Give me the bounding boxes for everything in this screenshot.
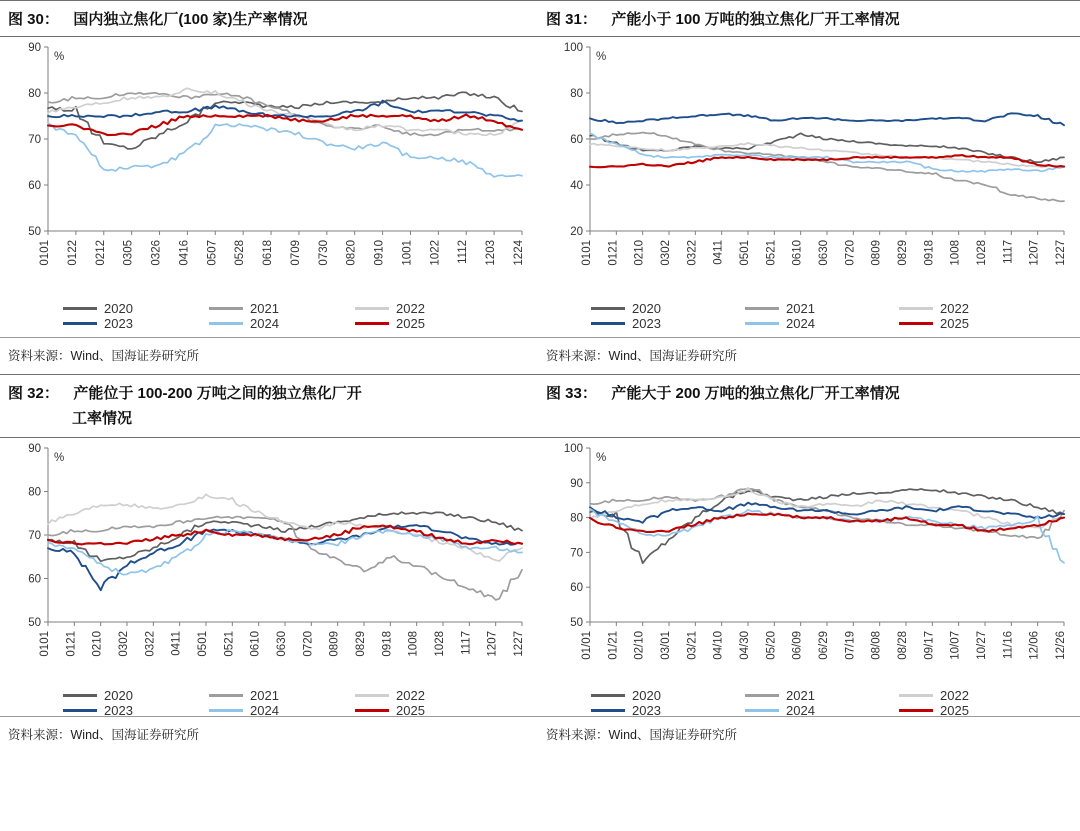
legend-swatch [591,709,625,712]
legend-item [355,688,475,703]
svg-text:0210: 0210 [91,631,104,657]
legend-swatch [745,694,779,697]
svg-text:80: 80 [28,88,41,100]
svg-text:0302: 0302 [660,240,672,266]
legend-item [899,301,1027,316]
chart-30 [0,37,538,337]
legend-item [591,703,719,718]
svg-text:0610: 0610 [249,631,262,657]
legend-label: 2023 [104,703,133,718]
svg-text:100: 100 [563,42,583,54]
svg-text:1008: 1008 [949,240,962,266]
svg-text:1227: 1227 [1055,240,1067,266]
svg-text:1117: 1117 [460,631,473,655]
figure-number: 图 33： [546,385,597,402]
legend-swatch [63,322,97,325]
chart-svg-32 [0,438,538,686]
chart-31 [538,37,1080,337]
legend-item [899,316,1027,331]
legend-swatch [355,307,389,310]
legend-swatch [745,322,779,325]
svg-text:90: 90 [28,443,41,455]
svg-text:0507: 0507 [206,240,219,266]
legend-swatch [209,709,243,712]
svg-text:90: 90 [28,42,41,54]
legend-label: 2025 [940,703,969,718]
svg-text:04/30: 04/30 [739,631,751,660]
svg-text:0720: 0720 [844,240,857,266]
svg-text:1022: 1022 [429,240,442,266]
figure-title: 产能大于 200 万吨的独立焦化厂开工率情况 [611,385,900,402]
svg-text:60: 60 [570,134,583,146]
svg-text:%: % [596,51,607,63]
svg-text:1028: 1028 [976,240,988,266]
figure-source-30: 资料来源：Wind、国海证券研究所 [0,337,538,374]
svg-text:0521: 0521 [765,240,778,266]
svg-text:40: 40 [570,180,583,192]
chart-32 [0,438,538,716]
legend-swatch [209,322,243,325]
legend-label: 2020 [632,301,661,316]
svg-text:0709: 0709 [289,240,302,266]
legend-label: 2021 [250,301,279,316]
svg-text:0610: 0610 [791,240,804,266]
legend-swatch [63,307,97,310]
svg-text:1117: 1117 [1002,240,1015,264]
svg-text:0101: 0101 [39,240,51,266]
svg-text:50: 50 [28,226,41,238]
svg-text:20: 20 [570,226,583,238]
legend-item [355,316,475,331]
svg-text:0910: 0910 [373,240,386,266]
legend-swatch [899,694,933,697]
legend-item [209,688,329,703]
svg-text:%: % [54,452,65,464]
legend-item [591,316,719,331]
figure-title: 产能小于 100 万吨的独立焦化厂开工率情况 [611,11,900,28]
figure-source-32: 资料来源：Wind、国海证券研究所 [0,716,538,753]
figure-title-bar-31 [538,0,1080,37]
legend-swatch [899,709,933,712]
legend-label: 2022 [396,301,425,316]
svg-text:11/16: 11/16 [1002,631,1015,659]
svg-text:0820: 0820 [345,240,358,266]
legend-item [591,688,719,703]
legend-label: 2020 [632,688,661,703]
svg-text:0528: 0528 [234,240,247,266]
svg-text:0101: 0101 [39,631,51,657]
figure-number: 图 32： [8,385,59,402]
legend-swatch [745,709,779,712]
legend-swatch [899,307,933,310]
legend-label: 2024 [786,703,815,718]
chart-legend-33 [538,686,1080,724]
svg-text:1207: 1207 [1028,240,1041,266]
legend-item [745,688,873,703]
svg-text:50: 50 [570,617,583,629]
svg-text:1224: 1224 [513,240,525,266]
legend-label: 2025 [940,316,969,331]
figure-panel-31 [538,0,1080,374]
legend-label: 2024 [250,316,279,331]
svg-text:04/10: 04/10 [712,631,725,660]
chart-legend-32 [0,686,538,724]
svg-text:1203: 1203 [485,240,498,266]
legend-item [355,301,475,316]
svg-text:01/21: 01/21 [607,631,620,660]
svg-text:0416: 0416 [178,240,191,266]
svg-text:1112: 1112 [457,240,470,264]
svg-text:100: 100 [563,443,583,455]
legend-swatch [745,307,779,310]
svg-text:12/06: 12/06 [1028,631,1041,660]
svg-text:0918: 0918 [381,631,394,657]
legend-label: 2021 [786,688,815,703]
figure-panel-32 [0,374,538,753]
legend-swatch [591,307,625,310]
legend-item [899,688,1027,703]
chart-legend-31 [538,299,1080,337]
svg-text:0122: 0122 [66,240,79,266]
figure-number: 图 31： [546,11,597,28]
legend-label: 2022 [940,688,969,703]
svg-text:08/28: 08/28 [897,631,909,660]
legend-swatch [209,307,243,310]
legend-item [63,301,183,316]
svg-text:70: 70 [28,134,41,146]
chart-33 [538,438,1080,716]
chart-svg-30 [0,37,538,299]
legend-label: 2022 [396,688,425,703]
legend-label: 2020 [104,301,133,316]
figure-panel-30 [0,0,538,374]
svg-text:50: 50 [28,617,41,629]
svg-text:0730: 0730 [317,240,330,266]
svg-text:10/07: 10/07 [949,631,962,660]
svg-text:0630: 0630 [818,240,830,266]
svg-text:0121: 0121 [65,631,78,657]
legend-swatch [899,322,933,325]
svg-text:08/08: 08/08 [870,631,883,660]
svg-text:0829: 0829 [355,631,367,657]
svg-text:80: 80 [570,88,583,100]
svg-text:0501: 0501 [739,240,751,266]
svg-text:1028: 1028 [434,631,446,657]
legend-item [63,316,183,331]
legend-swatch [355,322,389,325]
legend-swatch [591,322,625,325]
legend-label: 2024 [250,703,279,718]
legend-label: 2021 [250,688,279,703]
legend-swatch [591,694,625,697]
svg-text:06/29: 06/29 [818,631,830,660]
svg-text:12/26: 12/26 [1055,631,1067,660]
svg-text:07/19: 07/19 [844,631,857,660]
svg-text:0618: 0618 [262,240,275,266]
chart-legend-30 [0,299,538,337]
svg-text:60: 60 [28,180,41,192]
svg-text:1227: 1227 [513,631,525,657]
legend-swatch [355,709,389,712]
figure-source-33: 资料来源：Wind、国海证券研究所 [538,716,1080,753]
legend-swatch [63,709,97,712]
legend-swatch [209,694,243,697]
svg-text:01/01: 01/01 [581,631,593,660]
svg-text:09/17: 09/17 [923,631,936,660]
svg-text:0322: 0322 [686,240,699,266]
svg-text:0411: 0411 [712,240,725,265]
svg-text:10/27: 10/27 [976,631,988,660]
figure-title: 国内独立焦化厂(100 家)生产率情况 [73,11,308,28]
svg-text:0809: 0809 [870,240,883,266]
svg-text:60: 60 [28,573,41,586]
svg-text:0411: 0411 [170,631,183,656]
svg-text:0305: 0305 [122,240,135,266]
legend-label: 2021 [786,301,815,316]
legend-item [745,703,873,718]
svg-text:%: % [54,51,65,63]
svg-text:60: 60 [570,582,583,595]
legend-swatch [63,694,97,697]
legend-label: 2020 [104,688,133,703]
legend-label: 2025 [396,703,425,718]
legend-swatch [355,694,389,697]
svg-text:02/10: 02/10 [633,631,646,660]
legend-label: 2023 [104,316,133,331]
legend-label: 2023 [632,316,661,331]
svg-text:0720: 0720 [302,631,315,657]
figure-title-bar-32 [0,374,538,438]
legend-label: 2024 [786,316,815,331]
figure-title-line2: 工率情况 [72,410,133,427]
svg-text:0212: 0212 [94,240,107,266]
svg-text:70: 70 [28,530,41,542]
legend-label: 2023 [632,703,661,718]
svg-text:90: 90 [570,477,583,490]
legend-label: 2022 [940,301,969,316]
chart-svg-33 [538,438,1080,686]
svg-text:06/09: 06/09 [791,631,804,660]
legend-item [899,703,1027,718]
svg-text:1001: 1001 [401,240,414,266]
chart-svg-31 [538,37,1080,299]
svg-text:0829: 0829 [897,240,909,266]
legend-label: 2025 [396,316,425,331]
figure-panel-33 [538,374,1080,753]
svg-text:0302: 0302 [118,631,130,657]
svg-text:1008: 1008 [407,631,420,657]
legend-item [745,316,873,331]
legend-item [63,703,183,718]
svg-text:70: 70 [570,547,583,560]
svg-text:0501: 0501 [197,631,209,657]
svg-text:0809: 0809 [328,631,341,657]
svg-text:80: 80 [28,486,41,499]
svg-text:0210: 0210 [633,240,646,266]
figure-title-bar-30 [0,0,538,37]
legend-item [355,703,475,718]
figure-title-bar-33 [538,374,1080,438]
legend-item [209,301,329,316]
legend-item [63,688,183,703]
svg-text:0322: 0322 [144,631,157,657]
svg-text:1207: 1207 [486,631,499,657]
figure-title: 产能位于 100-200 万吨之间的独立焦化厂开 [73,385,362,402]
svg-text:0630: 0630 [276,631,288,657]
svg-text:0101: 0101 [581,240,593,266]
svg-text:0918: 0918 [923,240,936,266]
svg-text:03/21: 03/21 [686,631,699,660]
legend-item [209,316,329,331]
svg-text:0121: 0121 [607,240,620,266]
legend-item [591,301,719,316]
svg-text:03/01: 03/01 [660,631,672,660]
svg-text:80: 80 [570,512,583,525]
svg-text:05/20: 05/20 [765,631,778,660]
figure-source-31: 资料来源：Wind、国海证券研究所 [538,337,1080,374]
figure-number: 图 30： [8,11,59,28]
legend-item [745,301,873,316]
svg-text:%: % [596,452,607,464]
svg-text:0521: 0521 [223,631,236,657]
legend-item [209,703,329,718]
svg-text:0326: 0326 [150,240,163,266]
